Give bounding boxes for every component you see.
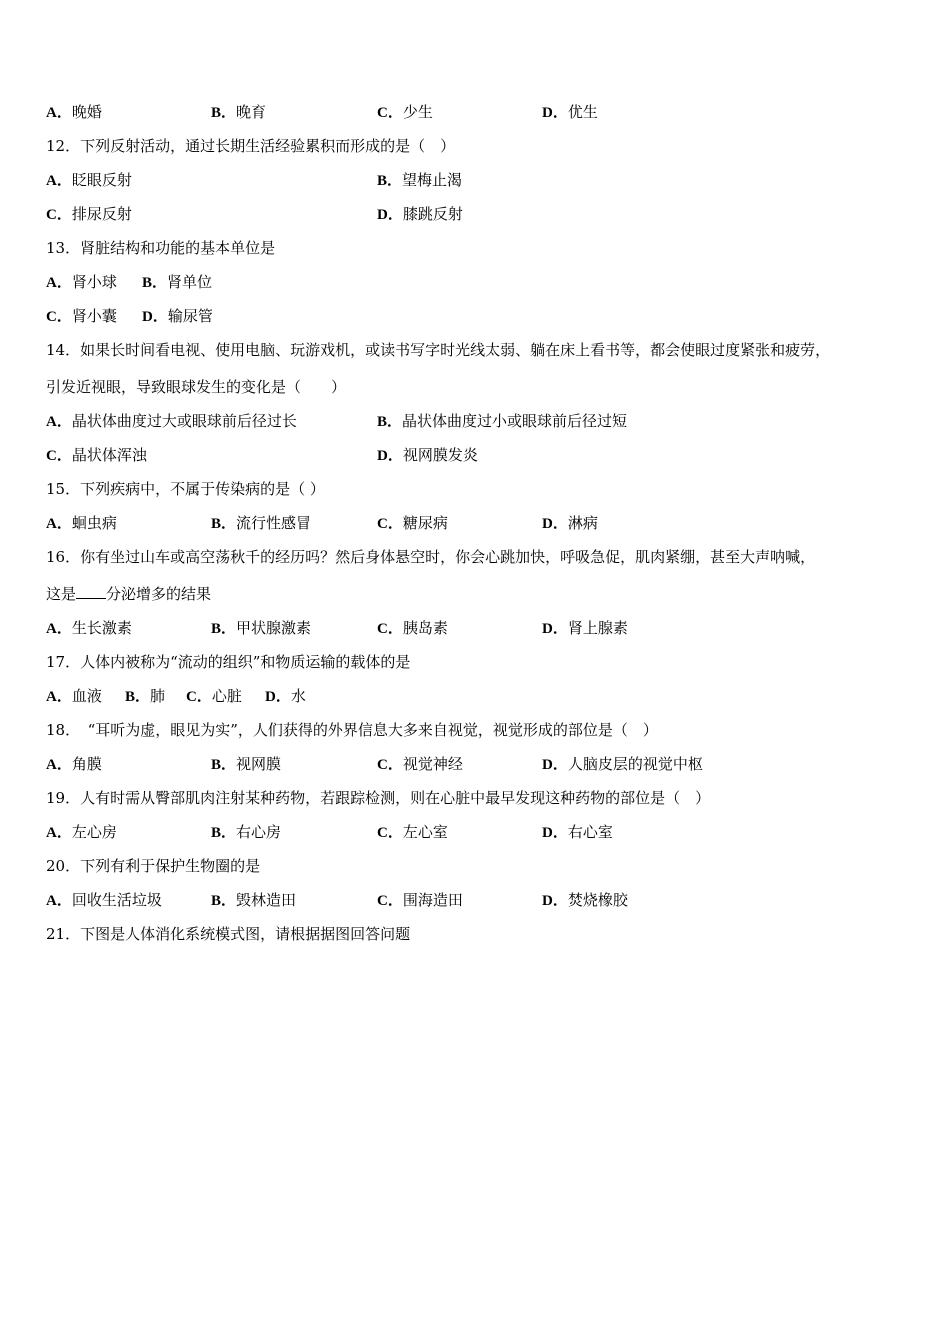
q16-stem-post: 分泌增多的结果 bbox=[106, 585, 212, 603]
q13-stem: 13．肾脏结构和功能的基本单位是 bbox=[46, 239, 276, 257]
q17-option-d[interactable]: D．水 bbox=[265, 687, 306, 705]
q15-option-b[interactable]: B．流行性感冒 bbox=[211, 514, 312, 532]
q19-option-b[interactable]: B．右心房 bbox=[211, 823, 282, 841]
q19-option-a[interactable]: A．左心房 bbox=[46, 823, 117, 841]
q15-option-d[interactable]: D．淋病 bbox=[542, 514, 598, 532]
q17-stem: 17．人体内被称为“流动的组织”和物质运输的载体的是 bbox=[46, 653, 411, 671]
q16-stem-pre: 这是 bbox=[46, 585, 77, 603]
q14-option-d[interactable]: D．视网膜发炎 bbox=[377, 446, 478, 464]
q18-option-b[interactable]: B．视网膜 bbox=[211, 755, 282, 773]
q11-option-c[interactable]: C．少生 bbox=[377, 103, 433, 121]
q16-option-c[interactable]: C．胰岛素 bbox=[377, 619, 448, 637]
q19-stem: 19．人有时需从臀部肌肉注射某种药物，若跟踪检测，则在心脏中最早发现这种药物的部位是（ ） bbox=[46, 789, 711, 807]
q13-option-b[interactable]: B．肾单位 bbox=[142, 273, 213, 291]
q12-stem: 12．下列反射活动，通过长期生活经验累积而形成的是（ ） bbox=[46, 137, 456, 155]
q18-option-a[interactable]: A．角膜 bbox=[46, 755, 102, 773]
q19-option-c[interactable]: C．左心室 bbox=[377, 823, 448, 841]
q17-option-c[interactable]: C．心脏 bbox=[186, 687, 242, 705]
q11-option-d[interactable]: D．优生 bbox=[542, 103, 598, 121]
q17-option-b[interactable]: B．肺 bbox=[125, 687, 166, 705]
q19-option-d[interactable]: D．右心室 bbox=[542, 823, 613, 841]
q16-option-a[interactable]: A．生长激素 bbox=[46, 619, 132, 637]
q16-stem-line1: 16．你有坐过山车或高空荡秋千的经历吗？然后身体悬空时，你会心跳加快，呼吸急促，肌肉紧绷，甚至大声呐喊， bbox=[46, 548, 816, 566]
q13-option-d[interactable]: D．输尿管 bbox=[142, 307, 213, 325]
q11-option-b[interactable]: B．晚育 bbox=[211, 103, 267, 121]
q16-answer-blank[interactable] bbox=[76, 584, 106, 599]
q15-stem: 15．下列疾病中，不属于传染病的是（ ） bbox=[46, 480, 325, 498]
q12-option-a[interactable]: A．眨眼反射 bbox=[46, 171, 132, 189]
q12-option-b[interactable]: B．望梅止渴 bbox=[377, 171, 463, 189]
q14-option-b[interactable]: B．晶状体曲度过小或眼球前后径过短 bbox=[377, 412, 628, 430]
q20-option-d[interactable]: D．焚烧橡胶 bbox=[542, 891, 628, 909]
q13-option-c[interactable]: C．肾小囊 bbox=[46, 307, 117, 325]
q14-option-a[interactable]: A．晶状体曲度过大或眼球前后径过长 bbox=[46, 412, 297, 430]
q20-stem: 20．下列有利于保护生物圈的是 bbox=[46, 857, 261, 875]
q20-option-b[interactable]: B．毁林造田 bbox=[211, 891, 297, 909]
q18-option-c[interactable]: C．视觉神经 bbox=[377, 755, 463, 773]
q20-option-a[interactable]: A．回收生活垃圾 bbox=[46, 891, 162, 909]
q16-option-d[interactable]: D．肾上腺素 bbox=[542, 619, 628, 637]
q15-option-a[interactable]: A．蛔虫病 bbox=[46, 514, 117, 532]
q16-stem-line2 bbox=[46, 584, 211, 604]
q14-stem-line1: 14．如果长时间看电视、使用电脑、玩游戏机，或读书写字时光线太弱、躺在床上看书等，都会使眼过度紧张和疲劳， bbox=[46, 341, 831, 359]
q13-option-a[interactable]: A．肾小球 bbox=[46, 273, 117, 291]
q18-stem: 18． “耳听为虚，眼见为实”，人们获得的外界信息大多来自视觉，视觉形成的部位是（ ） bbox=[46, 721, 658, 739]
q11-option-a[interactable]: A．晚婚 bbox=[46, 103, 102, 121]
q14-option-c[interactable]: C．晶状体浑浊 bbox=[46, 446, 147, 464]
q12-option-c[interactable]: C．排尿反射 bbox=[46, 205, 132, 223]
q18-option-d[interactable]: D．人脑皮层的视觉中枢 bbox=[542, 755, 703, 773]
q14-stem-line2: 引发近视眼，导致眼球发生的变化是（ ） bbox=[46, 378, 347, 396]
q21-stem: 21．下图是人体消化系统模式图，请根据据图回答问题 bbox=[46, 925, 411, 943]
q20-option-c[interactable]: C．围海造田 bbox=[377, 891, 463, 909]
q17-option-a[interactable]: A．血液 bbox=[46, 687, 102, 705]
q16-option-b[interactable]: B．甲状腺激素 bbox=[211, 619, 312, 637]
q15-option-c[interactable]: C．糖尿病 bbox=[377, 514, 448, 532]
q12-option-d[interactable]: D．膝跳反射 bbox=[377, 205, 463, 223]
